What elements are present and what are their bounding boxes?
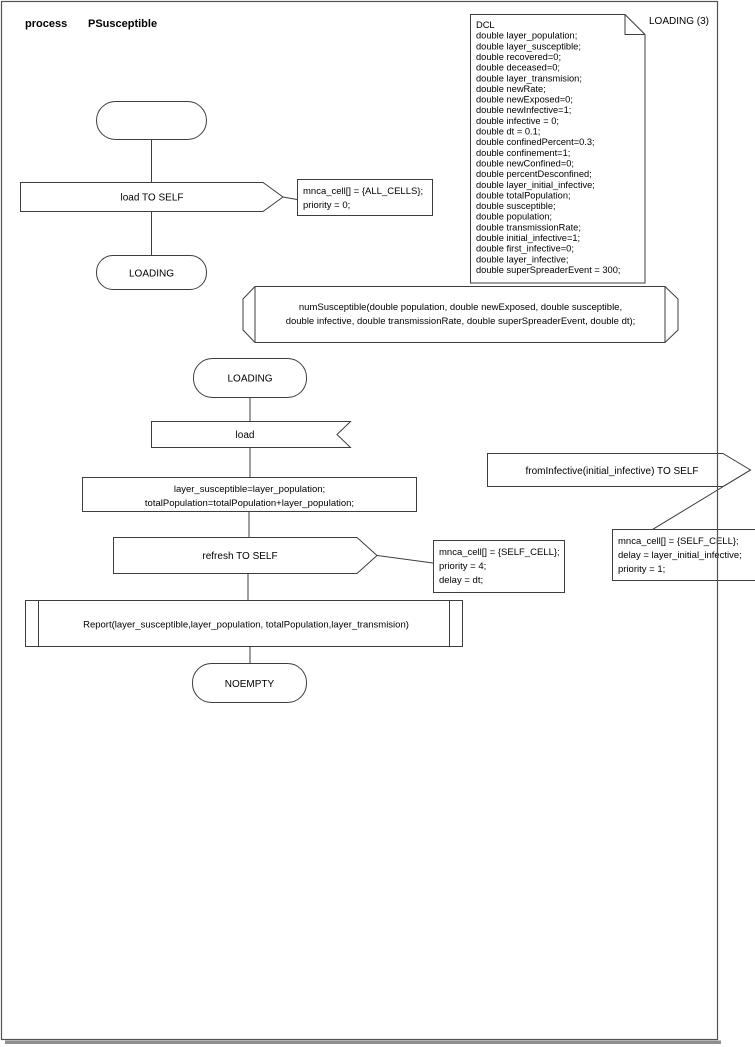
comment-frominfective-symbol[interactable] — [613, 530, 755, 581]
comment-load-symbol[interactable] — [298, 180, 433, 216]
procedure-declaration-text: numSusceptible(double population, double newExposed, double susceptible, double infective, double transmissionRate, double superSpreaderEvent, double dt); — [285, 302, 636, 327]
output-frominfective-symbol[interactable] — [488, 454, 751, 487]
procedure-declaration-shape[interactable] — [243, 287, 678, 343]
comment-refresh-text: mnca_cell[] = {SELF_CELL}; priority = 4; delay = dt; — [439, 547, 560, 586]
dcl-declaration-symbol[interactable] — [471, 15, 646, 284]
state-noempty-label: NOEMPTY — [224, 679, 275, 690]
comment-load-text: mnca_cell[] = {ALL_CELLS}; priority = 0; — [303, 186, 424, 211]
page-label: LOADING (3) — [649, 16, 710, 27]
start-shape[interactable] — [97, 102, 207, 140]
state-noempty-symbol[interactable] — [193, 664, 307, 703]
connector-output-load-to-comment — [283, 197, 297, 200]
input-load-label: load — [235, 430, 255, 441]
start-symbol[interactable] — [97, 102, 207, 140]
process-name: PSusceptible — [88, 18, 158, 30]
procedure-declaration-symbol[interactable] — [243, 287, 678, 343]
procedure-call-report-label: Report(layer_susceptible,layer_population, totalPopulation,layer_transmision) — [83, 619, 409, 631]
page-shadow — [5, 1041, 721, 1045]
comment-frominfective-text: mnca_cell[] = {SELF_CELL}; delay = layer_initial_infective; priority = 1; — [618, 536, 742, 575]
state-loading-top-label: LOADING — [128, 268, 175, 280]
output-load-label: load TO SELF — [120, 192, 184, 204]
task-assign-text: layer_susceptible=layer_population; totalPopulation=totalPopulation+layer_population; — [144, 484, 355, 509]
state-loading-symbol[interactable] — [194, 359, 307, 398]
procedure-call-report-symbol[interactable] — [26, 601, 463, 647]
task-assign-symbol[interactable] — [83, 478, 417, 512]
connector-refresh-to-comment — [377, 556, 433, 564]
output-refresh-label: refresh TO SELF — [202, 551, 278, 562]
output-frominfective-label: fromInfective(initial_infective) TO SELF — [525, 466, 699, 477]
input-load-symbol[interactable] — [152, 422, 351, 448]
output-refresh-symbol[interactable] — [114, 538, 378, 574]
process-keyword-label: process — [25, 18, 68, 30]
dcl-declaration-text: DCL double layer_population; double layer_susceptible; double recovered=0; double deceased=0; double layer_transmision; double newRate; double newExposed=0; double newInfective=1; double infective = 0; double dt = 0.1; double confinedPercent=0.3; double confinement=1; double newConfined=0; double percentDesconfined; double layer_initial_infective; double totalPopulation; double susceptible; double population; double transmissionRate; double initial_infective=1; double first_infective=0; double layer_infective; double superSpreaderEvent = 300; — [476, 20, 621, 275]
comment-refresh-symbol[interactable] — [434, 541, 565, 593]
output-load-symbol[interactable] — [21, 183, 284, 212]
process-header — [25, 18, 157, 30]
state-loading-label: LOADING — [227, 373, 273, 385]
state-loading-top-symbol[interactable] — [97, 256, 207, 290]
